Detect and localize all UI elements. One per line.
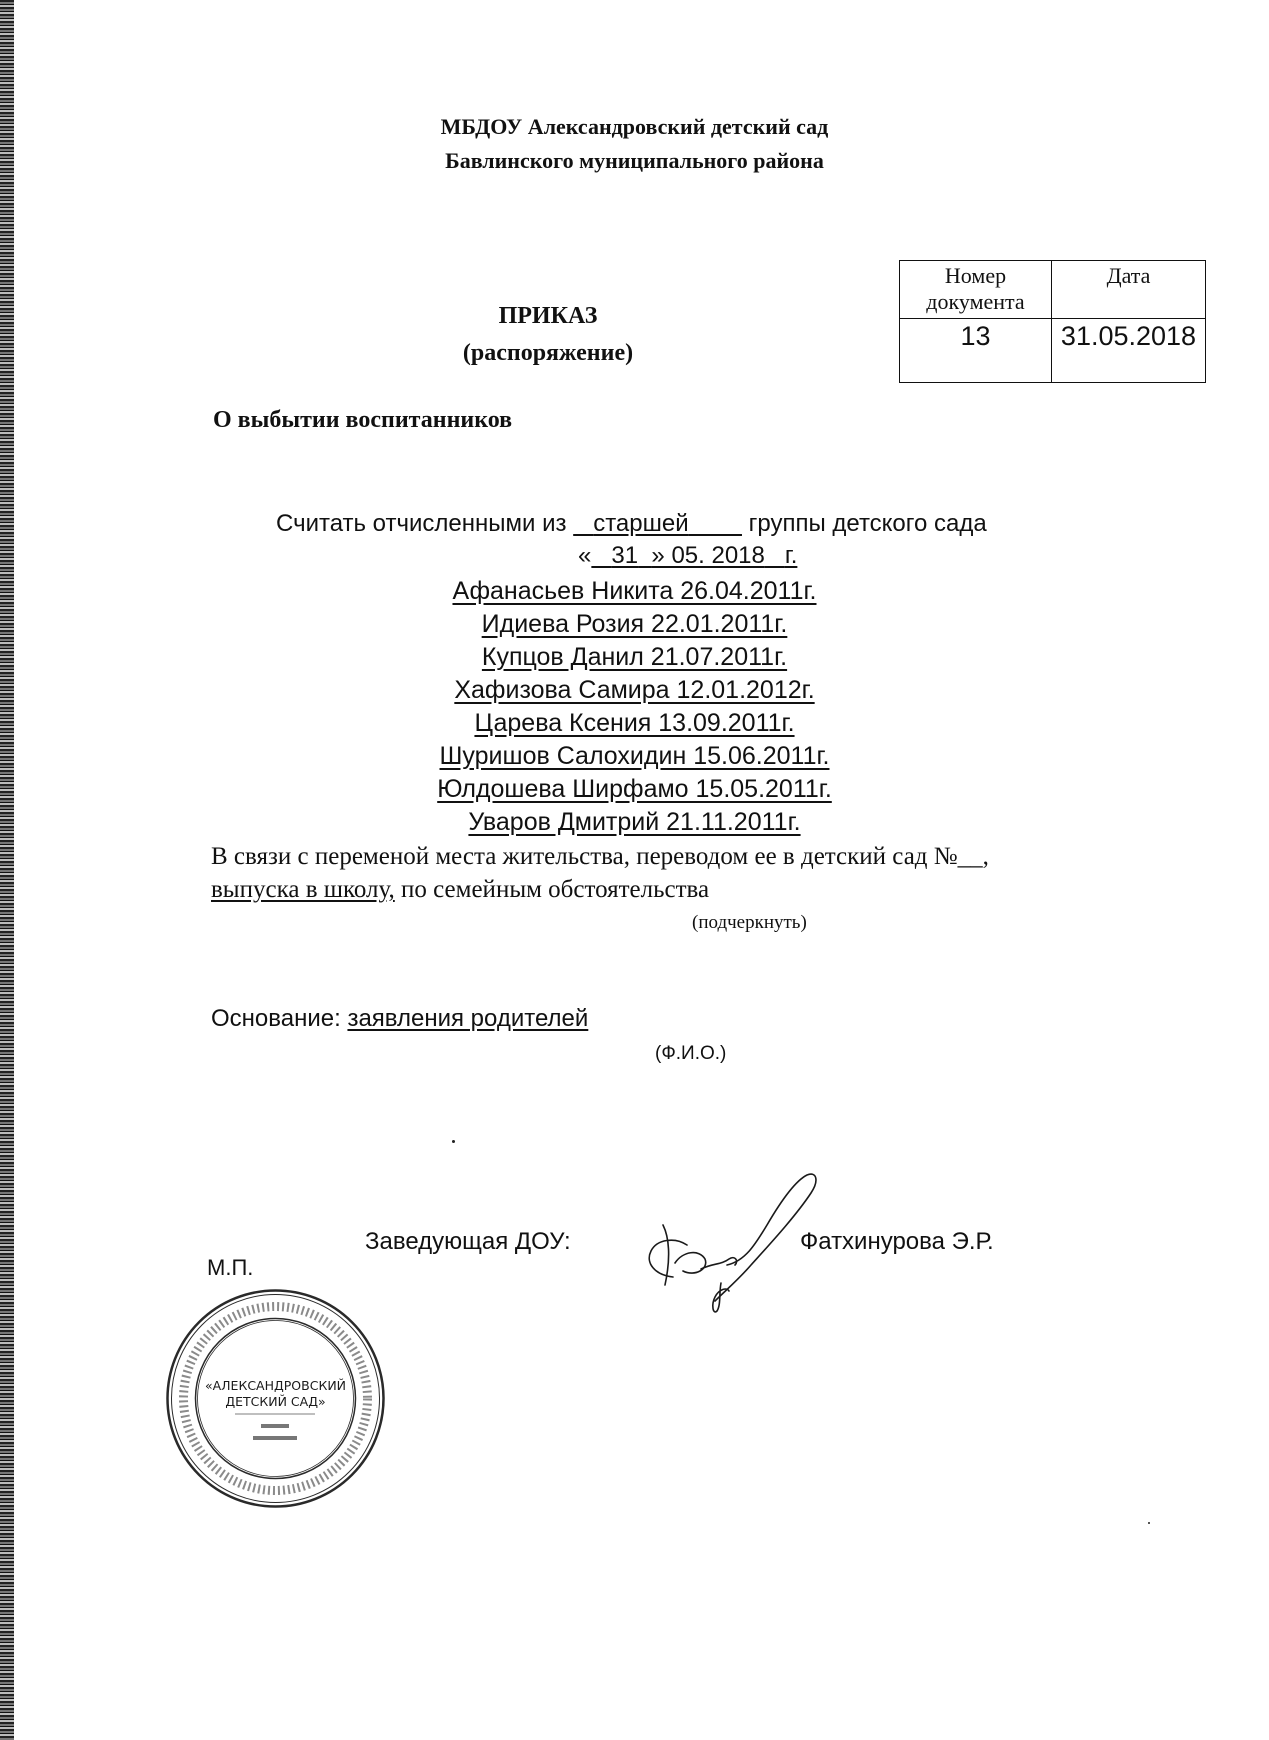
basis-line <box>211 1005 588 1033</box>
seal-text-line2: ДЕТСКИЙ САД» <box>225 1394 326 1409</box>
mp-label: М.П. <box>207 1255 254 1280</box>
date-day-field <box>591 542 651 569</box>
intro-prefix: Считать отчисленными из <box>276 510 567 537</box>
org-name-line1: МБДОУ Александровский детский сад <box>440 114 829 139</box>
date-day: 31 <box>611 542 639 569</box>
pupil-item: Афанасьев Никита 26.04.2011г. <box>452 577 817 605</box>
pupil-item: Шуришов Салохидин 15.06.2011г. <box>439 742 830 770</box>
scan-speck <box>452 1140 455 1143</box>
pupil-item: Царева Ксения 13.09.2011г. <box>474 709 795 737</box>
doc-number-table <box>899 260 1206 383</box>
reason-rest: по семейным обстоятельства <box>394 876 710 903</box>
date-line <box>578 542 797 570</box>
reason-line-2 <box>211 876 709 904</box>
reason-hint: (подчеркнуть) <box>692 912 807 933</box>
org-name-line2: Бавлинского муниципального района <box>445 148 824 173</box>
basis-value: заявления родителей <box>347 1005 589 1032</box>
pupil-item: Хафизова Самира 12.01.2012г. <box>454 676 815 704</box>
intro-line <box>276 510 987 538</box>
date-open: « <box>578 542 592 569</box>
doc-title: ПРИКАЗ <box>498 303 598 329</box>
group-name-text: старшей <box>593 510 689 537</box>
reason-underlined: выпуска в школу, <box>211 876 395 903</box>
doc-date-value: 31.05.2018 <box>1052 319 1206 383</box>
doc-subtitle: (распоряжение) <box>462 340 634 366</box>
basis-label: Основание: <box>211 1005 348 1032</box>
doc-number-value: 13 <box>900 319 1052 383</box>
signature-name: Фатхинурова Э.Р. <box>800 1228 994 1255</box>
seal-text-line1: «АЛЕКСАНДРОВСКИЙ <box>204 1378 347 1393</box>
doc-subject: О выбытии воспитанников <box>213 407 513 433</box>
signature-role: Заведующая ДОУ: <box>365 1228 571 1255</box>
basis-hint: (Ф.И.О.) <box>655 1043 727 1064</box>
pupil-item: Юлдошева Ширфамо 15.05.2011г. <box>437 775 832 803</box>
date-year-suffix: г. <box>784 542 798 569</box>
doc-number-header: Номер документа <box>900 261 1052 319</box>
date-rest: » 05. 2018 <box>651 542 765 569</box>
doc-date-header: Дата <box>1052 261 1206 319</box>
pupil-item: Идиева Розия 22.01.2011г. <box>481 610 788 638</box>
group-name <box>573 510 742 537</box>
pupil-item: Купцов Данил 21.07.2011г. <box>481 643 788 671</box>
official-seal <box>163 1286 388 1511</box>
reason-line-1: В связи с переменой места жительства, переводом ее в детский сад №__, <box>211 843 989 870</box>
intro-suffix: группы детского сада <box>748 510 987 537</box>
scan-edge <box>0 0 14 1740</box>
pupil-item: Уваров Дмитрий 21.11.2011г. <box>468 808 801 836</box>
scan-speck <box>1148 1522 1150 1524</box>
